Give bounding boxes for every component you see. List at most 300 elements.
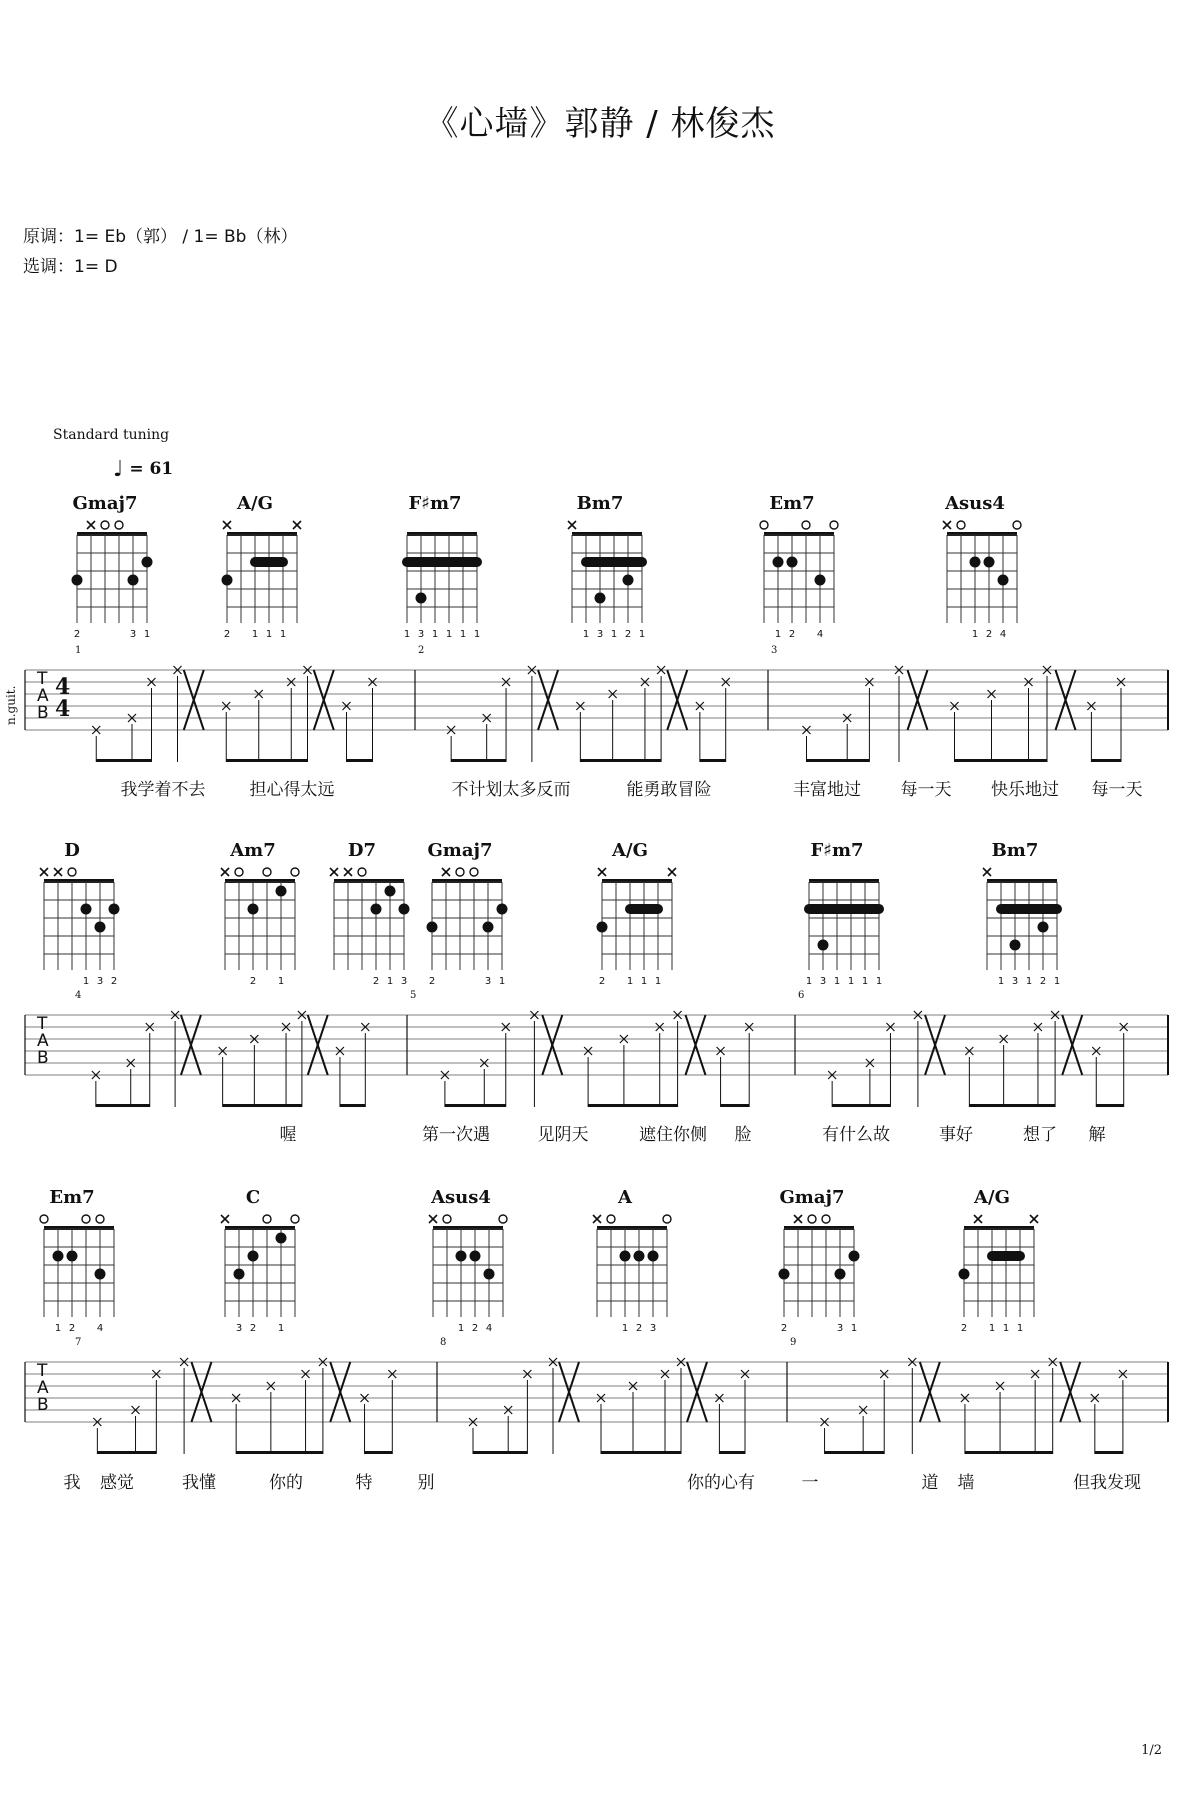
quarter-note-icon: ♩ <box>113 457 124 482</box>
chord-name: Bm7 <box>576 493 624 514</box>
beam <box>580 759 661 762</box>
beam <box>96 1104 150 1107</box>
beam <box>807 759 870 762</box>
muted-string-marker <box>223 521 231 529</box>
finger-number: 1 <box>445 629 453 640</box>
finger-number: 2 <box>249 1323 257 1334</box>
measure-number: 3 <box>771 645 778 656</box>
barre-mark <box>402 557 482 567</box>
finger-number: 3 <box>400 976 408 987</box>
lyric-text: 丰富地过 <box>793 780 861 800</box>
open-string-marker <box>443 1215 451 1223</box>
finger-dot <box>970 557 981 568</box>
lyric-text: 脸 <box>734 1125 752 1145</box>
muted-string-marker <box>668 868 676 876</box>
finger-dot <box>959 1269 970 1280</box>
muted-string-marker <box>221 868 229 876</box>
finger-dot <box>779 1269 790 1280</box>
chord-name: Bm7 <box>991 840 1039 861</box>
measure-number: 1 <box>75 645 82 656</box>
beam <box>96 759 151 762</box>
strum-cross <box>687 1362 707 1422</box>
barre-mark <box>625 904 663 914</box>
beam <box>965 1451 1053 1454</box>
open-string-marker <box>808 1215 816 1223</box>
finger-number: 1 <box>1002 1323 1010 1334</box>
fretboard-grid <box>22 1209 122 1317</box>
page-number: 1/2 <box>1141 1743 1162 1758</box>
finger-number: 2 <box>624 629 632 640</box>
strum-cross <box>686 1015 706 1075</box>
barre-mark <box>804 904 884 914</box>
finger-number: 1 <box>610 629 618 640</box>
barre-mark <box>987 1251 1025 1261</box>
tab-clef-letter: T <box>37 1361 48 1381</box>
lyric-text: 每一天 <box>900 780 952 800</box>
finger-number: 2 <box>372 976 380 987</box>
fretboard-grid <box>942 1209 1042 1317</box>
beam <box>347 759 373 762</box>
finger-number: 3 <box>1011 976 1019 987</box>
finger-dot <box>1010 940 1021 951</box>
finger-number: 1 <box>457 1323 465 1334</box>
strum-cross <box>314 670 334 730</box>
open-string-marker <box>957 521 965 529</box>
finger-dot <box>142 557 153 568</box>
finger-dot <box>470 1251 481 1262</box>
finger-dot <box>456 1251 467 1262</box>
finger-number: 1 <box>498 976 506 987</box>
beam <box>1096 1104 1123 1107</box>
fretboard-grid <box>411 1209 511 1317</box>
beam <box>365 1451 393 1454</box>
time-signature: 4 <box>55 674 71 700</box>
finger-number: 1 <box>997 976 1005 987</box>
beam <box>825 1451 885 1454</box>
finger-dot <box>1038 922 1049 933</box>
muted-string-marker <box>442 868 450 876</box>
fretboard-grid <box>312 862 412 970</box>
tempo-marking <box>113 455 173 480</box>
finger-number: 3 <box>819 976 827 987</box>
tab-clef-letter: A <box>37 1031 49 1051</box>
finger-number: 1 <box>279 629 287 640</box>
muted-string-marker <box>87 521 95 529</box>
finger-dot <box>648 1251 659 1262</box>
open-string-marker <box>499 1215 507 1223</box>
open-string-marker <box>263 1215 271 1223</box>
muted-string-marker <box>974 1215 982 1223</box>
strum-cross <box>908 670 928 730</box>
finger-number: 2 <box>73 629 81 640</box>
finger-dot <box>67 1251 78 1262</box>
muted-string-marker <box>943 521 951 529</box>
fretboard-grid <box>787 862 887 970</box>
finger-dot <box>483 922 494 933</box>
finger-dot <box>248 1251 259 1262</box>
tab-clef-letter: A <box>37 686 49 706</box>
finger-dot <box>95 922 106 933</box>
tab-staff <box>0 662 1200 772</box>
tab-clef-letter: B <box>37 1395 49 1415</box>
lyric-text: 第一次遇 <box>422 1125 490 1145</box>
fretboard-grid <box>205 515 305 623</box>
chord-name: D7 <box>347 840 377 861</box>
finger-number: 1 <box>1053 976 1061 987</box>
finger-number: 1 <box>805 976 813 987</box>
finger-number: 2 <box>788 629 796 640</box>
finger-number: 1 <box>638 629 646 640</box>
finger-number: 1 <box>833 976 841 987</box>
finger-number: 1 <box>861 976 869 987</box>
lyric-text: 事好 <box>939 1125 973 1145</box>
finger-dot <box>787 557 798 568</box>
open-string-marker <box>1013 521 1021 529</box>
strum-cross <box>308 1015 328 1075</box>
chord-name: F♯m7 <box>810 840 864 861</box>
finger-number: 1 <box>640 976 648 987</box>
time-signature: 4 <box>55 696 71 722</box>
finger-number: 1 <box>626 976 634 987</box>
lyric-text: 我 <box>63 1473 81 1493</box>
finger-number: 2 <box>1039 976 1047 987</box>
strum-cross <box>184 670 204 730</box>
finger-dot <box>773 557 784 568</box>
chord-name: Em7 <box>49 1187 95 1208</box>
strum-cross <box>559 1362 579 1422</box>
open-string-marker <box>456 868 464 876</box>
open-string-marker <box>96 1215 104 1223</box>
tab-staff <box>0 1354 1200 1464</box>
muted-string-marker <box>1030 1215 1038 1223</box>
lyric-text: 有什么故 <box>822 1125 890 1145</box>
finger-number: 1 <box>265 629 273 640</box>
lyric-text: 道 <box>921 1473 939 1493</box>
measure-number: 4 <box>75 990 82 1001</box>
finger-number: 1 <box>774 629 782 640</box>
finger-number: 1 <box>386 976 394 987</box>
finger-dot <box>371 904 382 915</box>
open-string-marker <box>291 868 299 876</box>
strum-cross <box>1060 1362 1080 1422</box>
strum-cross <box>191 1362 211 1422</box>
tab-clef-letter: T <box>37 1014 48 1034</box>
lyric-text: 感觉 <box>100 1473 134 1493</box>
finger-number: 1 <box>403 629 411 640</box>
lyric-text: 别 <box>417 1473 435 1493</box>
finger-dot <box>849 1251 860 1262</box>
muted-string-marker <box>54 868 62 876</box>
finger-number: 3 <box>129 629 137 640</box>
finger-number: 1 <box>277 1323 285 1334</box>
tab-clef-letter: B <box>37 703 49 723</box>
finger-number: 1 <box>473 629 481 640</box>
finger-dot <box>484 1269 495 1280</box>
finger-dot <box>620 1251 631 1262</box>
finger-number: 1 <box>971 629 979 640</box>
lyric-text: 每一天 <box>1091 780 1143 800</box>
finger-dot <box>998 575 1009 586</box>
fretboard-grid <box>575 1209 675 1317</box>
finger-dot <box>109 904 120 915</box>
open-string-marker <box>263 868 271 876</box>
beam <box>969 1104 1055 1107</box>
lyric-text: 你的心有 <box>687 1473 755 1493</box>
open-string-marker <box>68 868 76 876</box>
lyric-text: 但我发现 <box>1073 1473 1141 1493</box>
fretboard-grid <box>385 515 485 623</box>
tuning-label: Standard tuning <box>53 427 170 443</box>
measure-number: 9 <box>790 1337 797 1348</box>
finger-number: 1 <box>875 976 883 987</box>
beam <box>226 759 307 762</box>
fretboard-grid <box>762 1209 862 1317</box>
tab-clef-letter: A <box>37 1378 49 1398</box>
beam <box>832 1104 890 1107</box>
barre-mark <box>996 904 1062 914</box>
finger-number: 1 <box>82 976 90 987</box>
beam <box>700 759 726 762</box>
chord-name: Am7 <box>230 840 276 861</box>
open-string-marker <box>235 868 243 876</box>
finger-dot <box>399 904 410 915</box>
finger-number: 2 <box>780 1323 788 1334</box>
open-string-marker <box>470 868 478 876</box>
chord-name: Em7 <box>769 493 815 514</box>
beam <box>601 1451 681 1454</box>
finger-dot <box>597 922 608 933</box>
finger-number: 1 <box>621 1323 629 1334</box>
muted-string-marker <box>344 868 352 876</box>
chord-name: A/G <box>237 493 273 514</box>
beam <box>97 1451 156 1454</box>
finger-number: 3 <box>649 1323 657 1334</box>
finger-number: 3 <box>484 976 492 987</box>
lyric-text: 你的 <box>269 1473 303 1493</box>
finger-dot <box>984 557 995 568</box>
measure-number: 8 <box>440 1337 447 1348</box>
finger-number: 4 <box>485 1323 493 1334</box>
finger-number: 1 <box>988 1323 996 1334</box>
finger-number: 4 <box>816 629 824 640</box>
lyric-text: 不计划太多反而 <box>451 780 571 800</box>
finger-number: 2 <box>985 629 993 640</box>
beam <box>721 1104 750 1107</box>
beam <box>473 1451 527 1454</box>
lyric-text: 特 <box>355 1473 373 1493</box>
fretboard-grid <box>580 862 680 970</box>
finger-number: 1 <box>847 976 855 987</box>
finger-number: 2 <box>635 1323 643 1334</box>
selected-key: 选调：1= D <box>23 257 118 277</box>
finger-number: 1 <box>251 629 259 640</box>
strum-cross <box>1062 1015 1082 1075</box>
finger-dot <box>81 904 92 915</box>
finger-dot <box>248 904 259 915</box>
finger-number: 1 <box>143 629 151 640</box>
lyric-text: 担心得太远 <box>249 780 335 800</box>
finger-dot <box>385 886 396 897</box>
finger-dot <box>634 1251 645 1262</box>
strum-cross <box>667 670 687 730</box>
strum-cross <box>181 1015 201 1075</box>
lyric-text: 我懂 <box>182 1473 216 1493</box>
strum-cross <box>1056 670 1076 730</box>
barre-mark <box>581 557 647 567</box>
muted-string-marker <box>598 868 606 876</box>
chord-name: D <box>64 840 80 861</box>
lyric-text: 我学着不去 <box>120 780 206 800</box>
lyric-text: 想了 <box>1023 1125 1057 1145</box>
open-string-marker <box>607 1215 615 1223</box>
strum-cross <box>920 1362 940 1422</box>
finger-number: 2 <box>68 1323 76 1334</box>
finger-number: 3 <box>417 629 425 640</box>
muted-string-marker <box>330 868 338 876</box>
finger-number: 4 <box>999 629 1007 640</box>
finger-number: 1 <box>431 629 439 640</box>
open-string-marker <box>101 521 109 529</box>
lyric-text: 一 <box>801 1473 819 1493</box>
finger-number: 1 <box>654 976 662 987</box>
original-key: 原调：1= Eb（郭） / 1= Bb（林） <box>23 227 298 247</box>
strum-cross <box>538 670 558 730</box>
finger-number: 1 <box>1025 976 1033 987</box>
open-string-marker <box>115 521 123 529</box>
fretboard-grid <box>965 862 1065 970</box>
muted-string-marker <box>429 1215 437 1223</box>
finger-number: 2 <box>223 629 231 640</box>
beam <box>719 1451 745 1454</box>
lyric-text: 见阴天 <box>537 1125 589 1145</box>
finger-number: 2 <box>471 1323 479 1334</box>
beam <box>445 1104 506 1107</box>
finger-number: 1 <box>459 629 467 640</box>
finger-dot <box>497 904 508 915</box>
chord-name: F♯m7 <box>408 493 462 514</box>
muted-string-marker <box>983 868 991 876</box>
chord-name: Gmaj7 <box>427 840 493 861</box>
lyric-text: 解 <box>1088 1125 1106 1145</box>
finger-dot <box>818 940 829 951</box>
tab-clef-letter: T <box>37 669 48 689</box>
finger-number: 3 <box>96 976 104 987</box>
finger-number: 2 <box>960 1323 968 1334</box>
tab-staff <box>0 1007 1200 1117</box>
open-string-marker <box>82 1215 90 1223</box>
open-string-marker <box>291 1215 299 1223</box>
lyric-text: 遮住你侧 <box>639 1125 707 1145</box>
finger-dot <box>835 1269 846 1280</box>
finger-number: 1 <box>54 1323 62 1334</box>
finger-dot <box>416 593 427 604</box>
strum-cross <box>925 1015 945 1075</box>
finger-dot <box>53 1251 64 1262</box>
beam <box>955 759 1048 762</box>
finger-dot <box>72 575 83 586</box>
beam <box>223 1104 302 1107</box>
finger-dot <box>815 575 826 586</box>
chord-name: A/G <box>974 1187 1010 1208</box>
chord-name: A/G <box>612 840 648 861</box>
finger-number: 1 <box>1016 1323 1024 1334</box>
muted-string-marker <box>593 1215 601 1223</box>
instrument-label: n.guit. <box>4 685 18 725</box>
finger-number: 1 <box>582 629 590 640</box>
finger-dot <box>427 922 438 933</box>
open-string-marker <box>358 868 366 876</box>
finger-number: 3 <box>836 1323 844 1334</box>
finger-dot <box>276 886 287 897</box>
tab-clef-letter: B <box>37 1048 49 1068</box>
muted-string-marker <box>293 521 301 529</box>
fretboard-grid <box>55 515 155 623</box>
open-string-marker <box>40 1215 48 1223</box>
beam <box>340 1104 365 1107</box>
lyric-text: 喔 <box>279 1125 297 1145</box>
fretboard-grid <box>742 515 842 623</box>
song-title: 《心墙》郭静 / 林俊杰 <box>424 104 776 144</box>
finger-dot <box>595 593 606 604</box>
open-string-marker <box>830 521 838 529</box>
finger-dot <box>276 1233 287 1244</box>
open-string-marker <box>663 1215 671 1223</box>
chord-name: Asus4 <box>431 1187 491 1208</box>
muted-string-marker <box>794 1215 802 1223</box>
chord-name: Gmaj7 <box>72 493 138 514</box>
strum-cross <box>330 1362 350 1422</box>
fretboard-grid <box>410 862 510 970</box>
measure-number: 5 <box>410 990 417 1001</box>
muted-string-marker <box>40 868 48 876</box>
finger-number: 1 <box>277 976 285 987</box>
chord-name: Gmaj7 <box>779 1187 845 1208</box>
finger-number: 4 <box>96 1323 104 1334</box>
open-string-marker <box>760 521 768 529</box>
beam <box>1091 759 1121 762</box>
fretboard-grid <box>203 862 303 970</box>
finger-dot <box>222 575 233 586</box>
finger-number: 3 <box>235 1323 243 1334</box>
fretboard-grid <box>550 515 650 623</box>
finger-number: 2 <box>598 976 606 987</box>
measure-number: 6 <box>798 990 805 1001</box>
chord-name: C <box>245 1187 261 1208</box>
beam <box>588 1104 678 1107</box>
finger-number: 2 <box>428 976 436 987</box>
fretboard-grid <box>22 862 122 970</box>
muted-string-marker <box>221 1215 229 1223</box>
finger-number: 2 <box>110 976 118 987</box>
beam <box>451 759 506 762</box>
lyric-text: 快乐地过 <box>991 780 1059 800</box>
finger-dot <box>623 575 634 586</box>
finger-number: 1 <box>850 1323 858 1334</box>
finger-number: 2 <box>249 976 257 987</box>
open-string-marker <box>802 521 810 529</box>
tempo-value: = 61 <box>129 459 174 479</box>
measure-number: 7 <box>75 1337 82 1348</box>
beam <box>1095 1451 1123 1454</box>
lyric-text: 能勇敢冒险 <box>626 780 712 800</box>
chord-name: A <box>618 1187 632 1208</box>
strum-cross <box>542 1015 562 1075</box>
barre-mark <box>250 557 288 567</box>
finger-number: 3 <box>596 629 604 640</box>
muted-string-marker <box>568 521 576 529</box>
fretboard-grid <box>925 515 1025 623</box>
finger-dot <box>234 1269 245 1280</box>
